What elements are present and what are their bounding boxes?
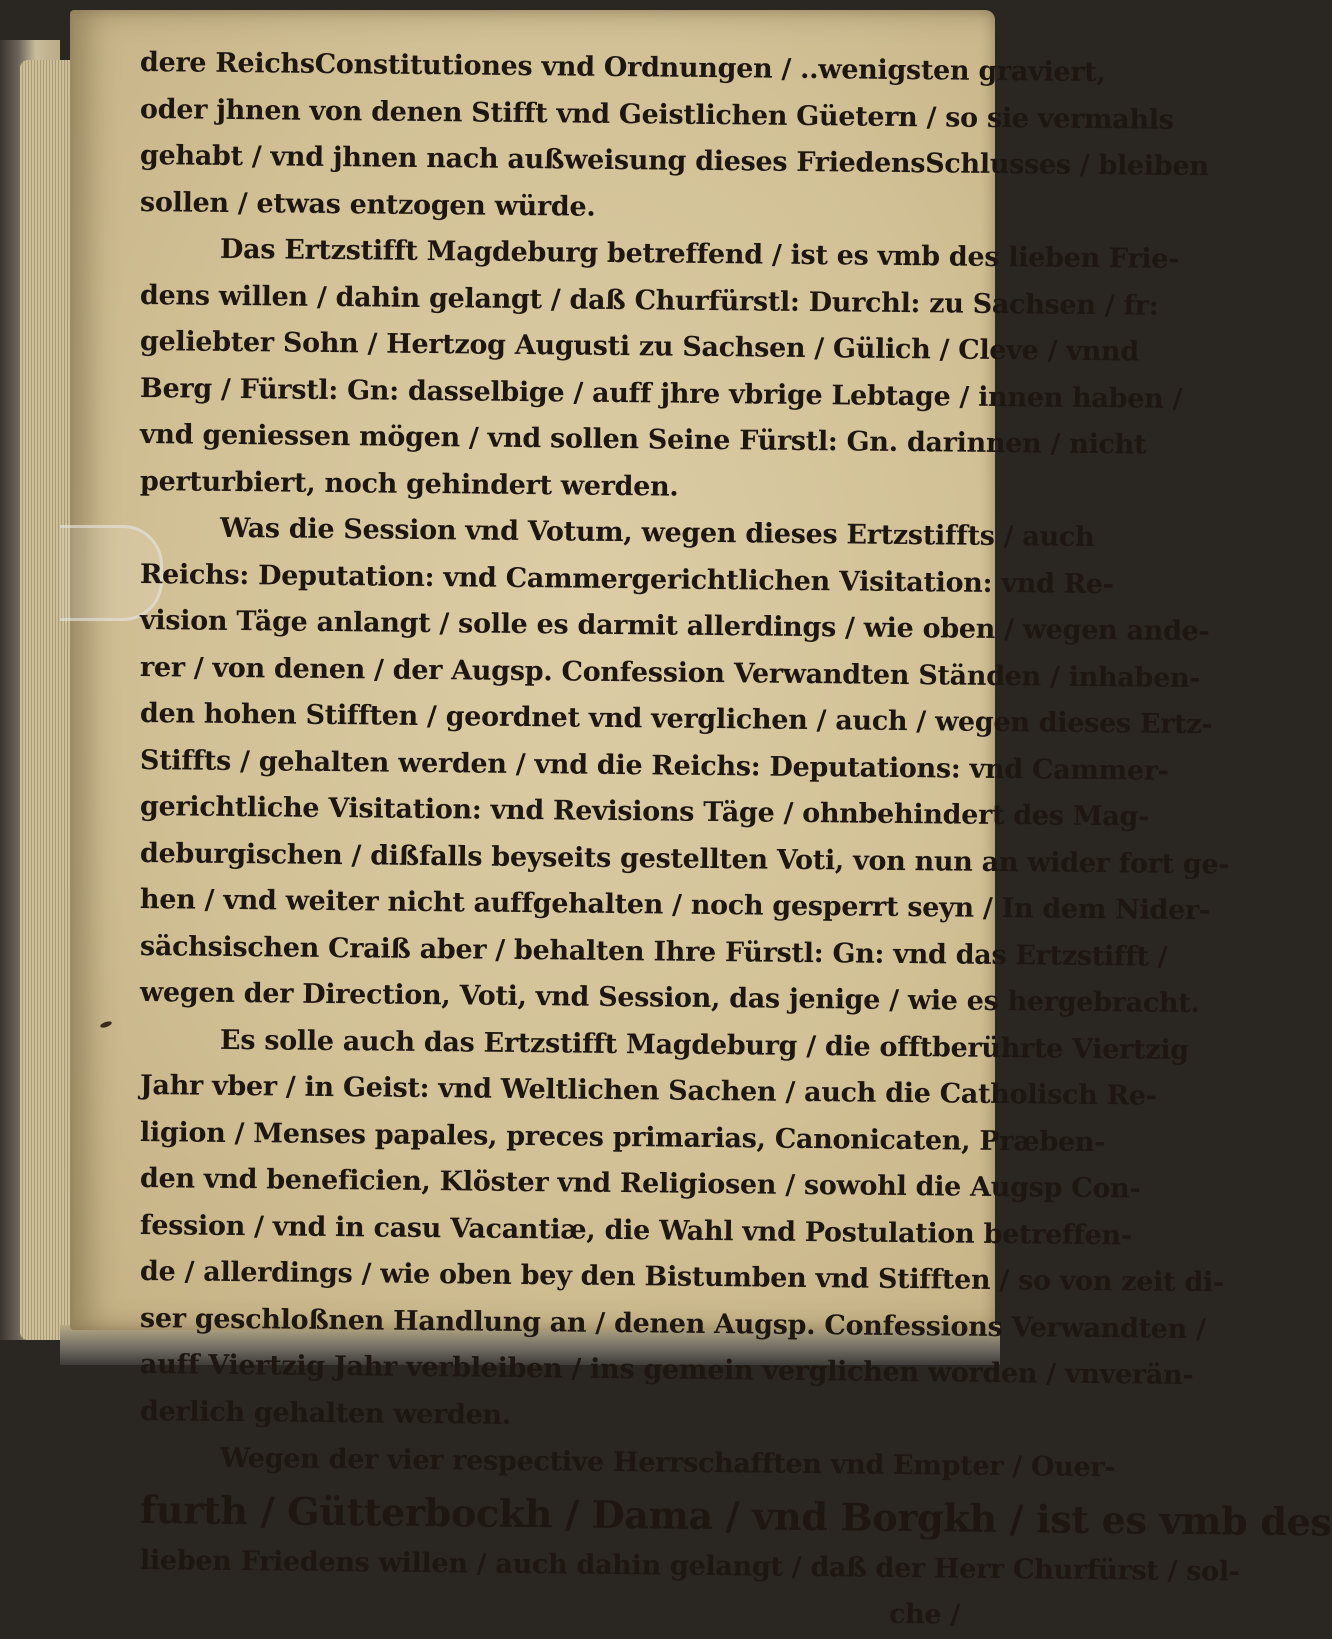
text-line: de / allerdings / wie oben bey den Bistumben vnd Stifften / so von zeit di- xyxy=(139,1256,1225,1299)
text-line: gerichtliche Visitation: vnd Revisions Täge / ohnbehindert des Mag- xyxy=(139,791,1150,833)
text-line: geliebter Sohn / Hertzog Augusti zu Sachsen / Gülich / Cleve / vnnd xyxy=(139,326,1140,368)
text-line: gehabt / vnd jhnen nach außweisung dieses FriedensSchlusses / bleiben xyxy=(139,140,1209,183)
text-line: Was die Session vnd Votum, wegen dieses Ertzstiffts / auch xyxy=(219,512,1095,553)
text-line: oder jhnen von denen Stifft vnd Geistlichen Güetern / so sie vermahls xyxy=(139,93,1174,136)
text-line: Stiffts / gehalten werden / vnd die Reichs: Deputations: vnd Cammer- xyxy=(139,744,1169,787)
text-line: dere ReichsConstitutiones vnd Ordnungen / ..wenigsten graviert, xyxy=(139,47,1106,89)
text-line: Wegen der vier respective Herrschafften vnd Empter / Ouer- xyxy=(219,1442,1116,1484)
text-line: sollen / etwas entzogen würde. xyxy=(139,186,596,223)
text-line: deburgischen / dißfalls beyseits gestellten Voti, von nun an wider fort ge- xyxy=(139,837,1230,880)
text-line: derlich gehalten werden. xyxy=(139,1395,512,1431)
text-line: furth / Gütterbockh / Dama / vnd Borgkh / ist es vmb des xyxy=(139,1486,1332,1544)
text-line: den hohen Stifften / geordnet vnd verglichen / auch / wegen dieses Ertz- xyxy=(139,698,1213,741)
text-line: lieben Friedens willen / auch dahin gelangt / daß der Herr Churfürst / sol- xyxy=(139,1544,1240,1588)
text-line: ser geschloßnen Handlung an / denen Augsp. Confessions Verwandten / xyxy=(139,1302,1206,1345)
text-line: fession / vnd in casu Vacantiæ, die Wahl vnd Postulation betreffen- xyxy=(139,1209,1132,1251)
text-line: Es solle auch das Ertzstifft Magdeburg / die offtberührte Viertzig xyxy=(219,1024,1189,1066)
text-line: Reichs: Deputation: vnd Cammergerichtlichen Visitation: vnd Re- xyxy=(139,558,1114,600)
text-line: auff Viertzig Jahr verbleiben / ins gemein verglichen worden / vnverän- xyxy=(139,1349,1194,1392)
text-line: wegen der Direction, Voti, vnd Session, das jenige / wie es hergebracht. xyxy=(139,977,1200,1020)
text-line: sächsischen Craiß aber / behalten Ihre Fürstl: Gn: vnd das Ertzstifft / xyxy=(139,930,1168,973)
text-line: rer / von denen / der Augsp. Confession Verwandten Ständen / inhaben- xyxy=(139,651,1201,694)
page-text xyxy=(139,40,1332,1631)
text-line: Das Ertzstifft Magdeburg betreffend / ist es vmb des lieben Frie- xyxy=(219,233,1180,275)
text-line: hen / vnd weiter nicht auffgehalten / noch gesperrt seyn / In dem Nider- xyxy=(139,884,1210,927)
text-line: dens willen / dahin gelangt / daß Churfürstl: Durchl: zu Sachsen / fr: xyxy=(139,279,1159,322)
text-line: Berg / Fürstl: Gn: dasselbige / auff jhre vbrige Lebtage / innen haben / xyxy=(139,372,1183,415)
text-line: Jahr vber / in Geist: vnd Weltlichen Sachen / auch die Catholisch Re- xyxy=(139,1070,1157,1112)
text-line: perturbiert, noch gehindert werden. xyxy=(139,465,679,503)
text-line: vnd geniessen mögen / vnd sollen Seine Fürstl: Gn. darinnen / nicht xyxy=(139,419,1147,461)
text-line: den vnd beneficien, Klöster vnd Religiosen / sowohl die Augsp Con- xyxy=(139,1163,1141,1205)
text-line: vision Täge anlangt / solle es darmit allerdings / wie oben / wegen ande- xyxy=(139,605,1210,648)
text-line: che / xyxy=(888,1598,961,1631)
text-line: ligion / Menses papales, preces primarias, Canonicaten, Præben- xyxy=(139,1116,1106,1158)
page-stack xyxy=(20,60,70,1340)
